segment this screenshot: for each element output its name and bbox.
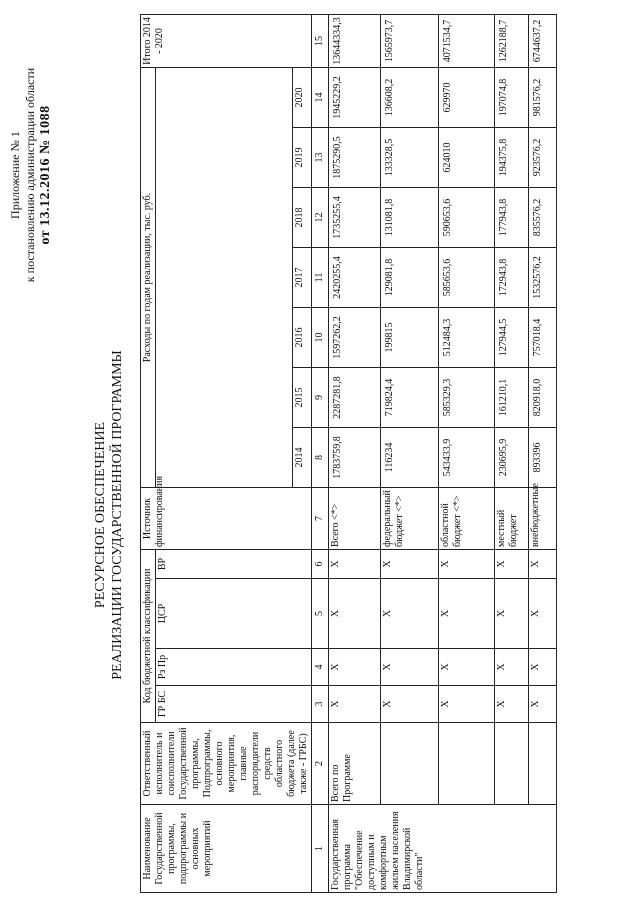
col-number: 5 — [312, 579, 329, 649]
value-cell: 131081,8 — [381, 187, 439, 247]
grbs-cell: X — [529, 686, 557, 723]
table-row — [495, 14, 529, 892]
csr-cell: X — [439, 579, 495, 649]
header-csr: ЦСР — [156, 579, 312, 649]
value-cell: 1597262,2 — [329, 307, 381, 367]
responsible-cell — [381, 723, 439, 805]
header-name: Наименование Государственной программы, подпрограммы и основных мероприятий — [141, 805, 312, 893]
source-cell: федеральный бюджет <*> — [381, 487, 439, 549]
col-number: 1 — [312, 805, 329, 893]
value-cell: 923576,2 — [529, 127, 557, 187]
table-row — [329, 14, 381, 892]
column-number-row — [312, 14, 329, 892]
grbs-cell: X — [439, 686, 495, 723]
rzpr-cell: X — [381, 649, 439, 686]
value-cell: 199815 — [381, 307, 439, 367]
col-number: 12 — [312, 187, 329, 247]
value-cell: 835576,2 — [529, 187, 557, 247]
value-cell: 4071534,7 — [439, 14, 495, 67]
value-cell: 590653,6 — [439, 187, 495, 247]
value-cell: 543433,9 — [439, 427, 495, 487]
table-row — [381, 14, 439, 892]
document-title — [92, 285, 126, 745]
year-2020: 2020 — [293, 67, 312, 127]
value-cell: 1262188,7 — [495, 14, 529, 67]
csr-cell: X — [381, 579, 439, 649]
value-cell: 194375,8 — [495, 127, 529, 187]
value-cell: 136608,2 — [381, 67, 439, 127]
vr-cell: X — [381, 549, 439, 578]
value-cell: 13644334,3 — [329, 14, 381, 67]
value-cell: 116234 — [381, 427, 439, 487]
col-number: 11 — [312, 247, 329, 307]
value-cell: 2420255,4 — [329, 247, 381, 307]
rzpr-cell: X — [439, 649, 495, 686]
value-cell: 893396 — [529, 427, 557, 487]
header-expenses-spacer — [156, 67, 293, 487]
grbs-cell: X — [381, 686, 439, 723]
rzpr-cell: X — [529, 649, 557, 686]
header-source: Источник финансирования — [141, 487, 312, 549]
appendix-date: от 13.12.2016 № 1088 — [38, 105, 53, 245]
value-cell: 197074,8 — [495, 67, 529, 127]
year-2018: 2018 — [293, 187, 312, 247]
csr-cell: X — [529, 579, 557, 649]
resource-table — [140, 14, 557, 893]
vr-cell: X — [439, 549, 495, 578]
year-2017: 2017 — [293, 247, 312, 307]
vr-cell: X — [529, 549, 557, 578]
col-number: 9 — [312, 367, 329, 427]
value-cell: 1532576,2 — [529, 247, 557, 307]
header-budget-code: Код бюджетной классификации — [141, 549, 156, 722]
grbs-cell: X — [329, 686, 381, 723]
rzpr-cell: X — [329, 649, 381, 686]
value-cell: 127944,5 — [495, 307, 529, 367]
value-cell: 624010 — [439, 127, 495, 187]
value-cell: 172943,8 — [495, 247, 529, 307]
col-number: 15 — [312, 14, 329, 67]
col-number: 7 — [312, 487, 329, 549]
col-number: 4 — [312, 649, 329, 686]
value-cell: 719824,4 — [381, 367, 439, 427]
value-cell: 585329,3 — [439, 367, 495, 427]
year-2016: 2016 — [293, 307, 312, 367]
year-2014: 2014 — [293, 427, 312, 487]
value-cell: 230695,9 — [495, 427, 529, 487]
year-2015: 2015 — [293, 367, 312, 427]
col-number: 10 — [312, 307, 329, 367]
value-cell: 981576,2 — [529, 67, 557, 127]
responsible-cell — [439, 723, 495, 805]
value-cell: 1565973,7 — [381, 14, 439, 67]
value-cell: 2287281,8 — [329, 367, 381, 427]
value-cell: 129081,8 — [381, 247, 439, 307]
header-rzpr: Рз Пр — [156, 649, 312, 686]
value-cell: 585653,6 — [439, 247, 495, 307]
responsible-cell — [529, 723, 557, 805]
appendix-line2: к постановлению администрации области — [23, 67, 37, 283]
vr-cell: X — [329, 549, 381, 578]
header-vr: ВР — [156, 549, 312, 578]
responsible-cell — [495, 723, 529, 805]
value-cell: 1783759,8 — [329, 427, 381, 487]
table-row — [529, 14, 557, 892]
col-number: 2 — [312, 723, 329, 805]
program-name-cell: Государственная программа "Обеспечение доступным и комфортным жильем населения Владимирской области" — [329, 805, 557, 893]
value-cell: 6744637,2 — [529, 14, 557, 67]
col-number: 6 — [312, 549, 329, 578]
title-line1: РЕСУРСНОЕ ОБЕСПЕЧЕНИЕ — [93, 421, 108, 609]
csr-cell: X — [329, 579, 381, 649]
value-cell: 820918,0 — [529, 367, 557, 427]
header-responsible: Ответственный исполнитель и соисполнители Государственной программы, Подпрограммы, основного мероприятия, главные распорядители средств областного бюджета (далее также - ГРБС) — [141, 723, 312, 805]
source-cell: местный бюджет — [495, 487, 529, 549]
appendix-note — [8, 40, 53, 310]
value-cell: 133328,5 — [381, 127, 439, 187]
value-cell: 161210,1 — [495, 367, 529, 427]
col-number: 13 — [312, 127, 329, 187]
value-cell: 512484,3 — [439, 307, 495, 367]
source-cell: областной бюджет <*> — [439, 487, 495, 549]
rzpr-cell: X — [495, 649, 529, 686]
csr-cell: X — [495, 579, 529, 649]
header-total: Итого 2014 - 2020 — [141, 14, 312, 67]
value-cell: 1945229,2 — [329, 67, 381, 127]
value-cell: 1875290,5 — [329, 127, 381, 187]
year-2019: 2019 — [293, 127, 312, 187]
table-row — [439, 14, 495, 892]
source-cell: Всего <*> — [329, 487, 381, 549]
value-cell: 629970 — [439, 67, 495, 127]
title-line2: РЕАЛИЗАЦИИ ГОСУДАРСТВЕННОЙ ПРОГРАММЫ — [110, 350, 125, 680]
responsible-cell: Всего по Программе — [329, 723, 381, 805]
value-cell: 757018,4 — [529, 307, 557, 367]
value-cell: 1735255,4 — [329, 187, 381, 247]
value-cell: 177943,8 — [495, 187, 529, 247]
grbs-cell: X — [495, 686, 529, 723]
vr-cell: X — [495, 549, 529, 578]
col-number: 3 — [312, 686, 329, 723]
header-grbs: ГР БС — [156, 686, 312, 723]
header-expenses: Расходы по годам реализации, тыс. руб. — [141, 67, 156, 487]
appendix-line1: Приложение № 1 — [8, 131, 22, 219]
col-number: 14 — [312, 67, 329, 127]
col-number: 8 — [312, 427, 329, 487]
source-cell: внебюджетные — [529, 487, 557, 549]
